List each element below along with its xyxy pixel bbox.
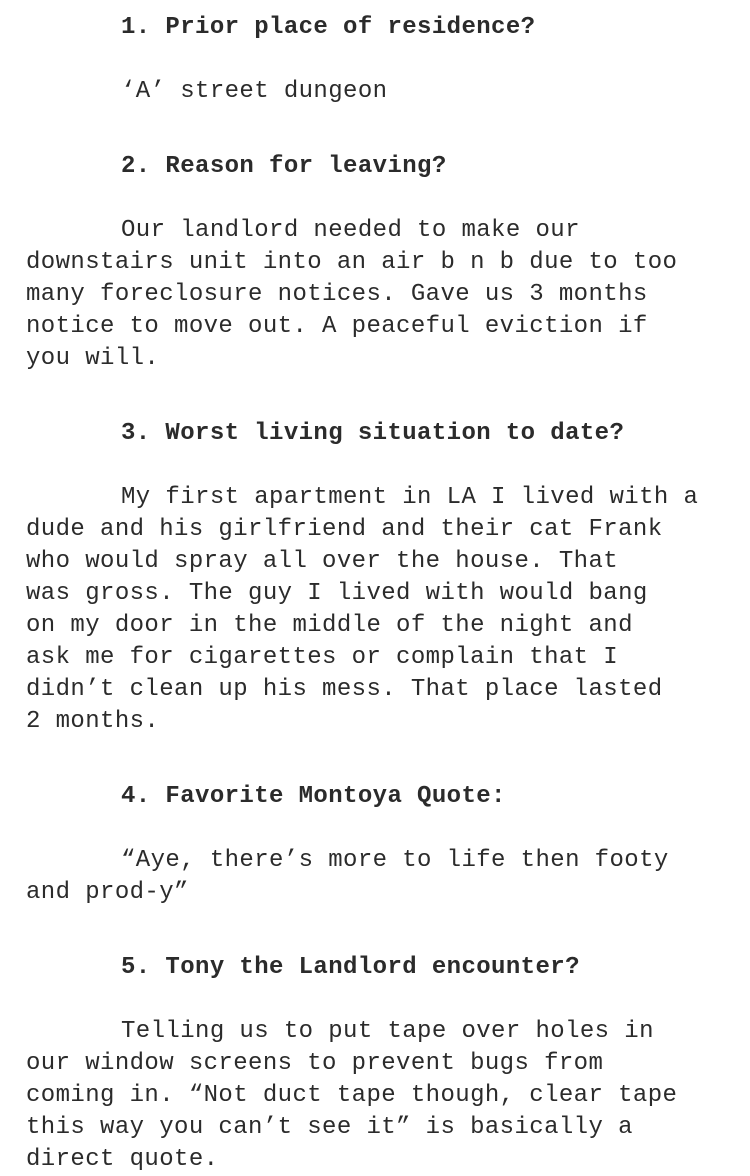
answer-1-text: ‘A’ street dungeon: [121, 78, 388, 105]
answer-2-text: Our landlord needed to make our downstairs unit into an air b n b due to too many foreclosure notices. Gave us 3 months notice to move out. A peaceful eviction if you will.: [26, 217, 678, 372]
answer-3-text: My first apartment in LA I lived with a dude and his girlfriend and their cat Frank who would spray all over the house. That was gross. The guy I lived with would bang on my door in the middle of the night and ask me for cigarettes or complain that I didn’t clean up his mess. That place lasted 2 months.: [26, 484, 699, 735]
questionnaire-page: [26, 12, 746, 1176]
answer-4-text: “Aye, there’s more to life then footy and prod-y”: [26, 847, 669, 906]
question-3-heading: 3. Worst living situation to date?: [121, 420, 625, 447]
question-4-heading: 4. Favorite Montoya Quote:: [121, 783, 506, 810]
question-2-heading: 2. Reason for leaving?: [121, 153, 447, 180]
question-5-heading: 5. Tony the Landlord encounter?: [121, 954, 580, 981]
answer-5-text: Telling us to put tape over holes in our window screens to prevent bugs from coming in. “Not duct tape though, clear tape this way you can’t see it” is basically a direct quote.: [26, 1018, 678, 1173]
question-1-heading: 1. Prior place of residence?: [121, 14, 536, 41]
